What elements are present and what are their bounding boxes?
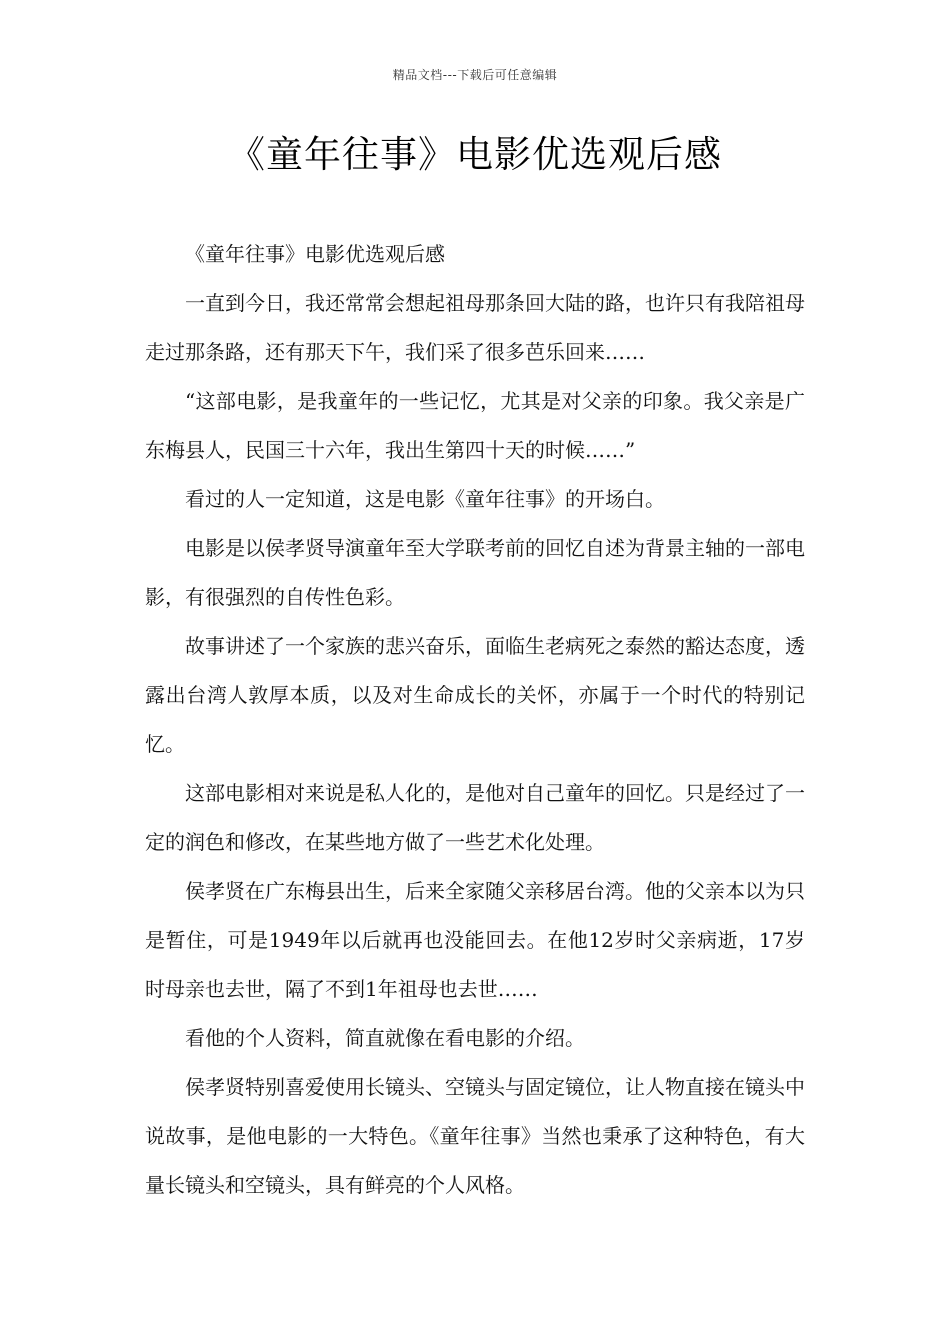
- paragraph: “这部电影，是我童年的一些记忆，尤其是对父亲的印象。我父亲是广东梅县人，民国三十六年，我出生第四十天的时候……”: [145, 389, 805, 462]
- paragraph: 《童年往事》电影优选观后感: [185, 242, 445, 266]
- paragraph: 故事讲述了一个家族的悲兴奋乐，面临生老病死之泰然的豁达态度，透露出台湾人敦厚本质，以及对生命成长的关怀，亦属于一个时代的特别记忆。: [145, 634, 805, 756]
- paragraph: 看他的个人资料，简直就像在看电影的介绍。: [185, 1026, 585, 1050]
- document-body: [145, 230, 805, 1210]
- paragraph: 侯孝贤在广东梅县出生，后来全家随父亲移居台湾。他的父亲本以为只是暂住，可是1949年以后就再也没能回去。在他12岁时父亲病逝，17岁时母亲也去世，隔了不到1年祖母也去世……: [145, 879, 805, 1001]
- header-note: 精品文档---下载后可任意编辑: [392, 68, 558, 82]
- paragraph: 侯孝贤特别喜爱使用长镜头、空镜头与固定镜位，让人物直接在镜头中说故事，是他电影的一大特色。《童年往事》当然也秉承了这种特色，有大量长镜头和空镜头，具有鲜亮的个人风格。: [145, 1075, 805, 1197]
- paragraph: 看过的人一定知道，这是电影《童年往事》的开场白。: [185, 487, 665, 511]
- paragraph: 这部电影相对来说是私人化的，是他对自己童年的回忆。只是经过了一定的润色和修改，在某些地方做了一些艺术化处理。: [145, 781, 805, 854]
- paragraph: 一直到今日，我还常常会想起祖母那条回大陆的路，也许只有我陪祖母走过那条路，还有那天下午，我们采了很多芭乐回来……: [145, 291, 805, 364]
- document-title: 《童年往事》电影优选观后感: [228, 133, 722, 176]
- paragraph: 电影是以侯孝贤导演童年至大学联考前的回忆自述为背景主轴的一部电影，有很强烈的自传性色彩。: [145, 536, 805, 609]
